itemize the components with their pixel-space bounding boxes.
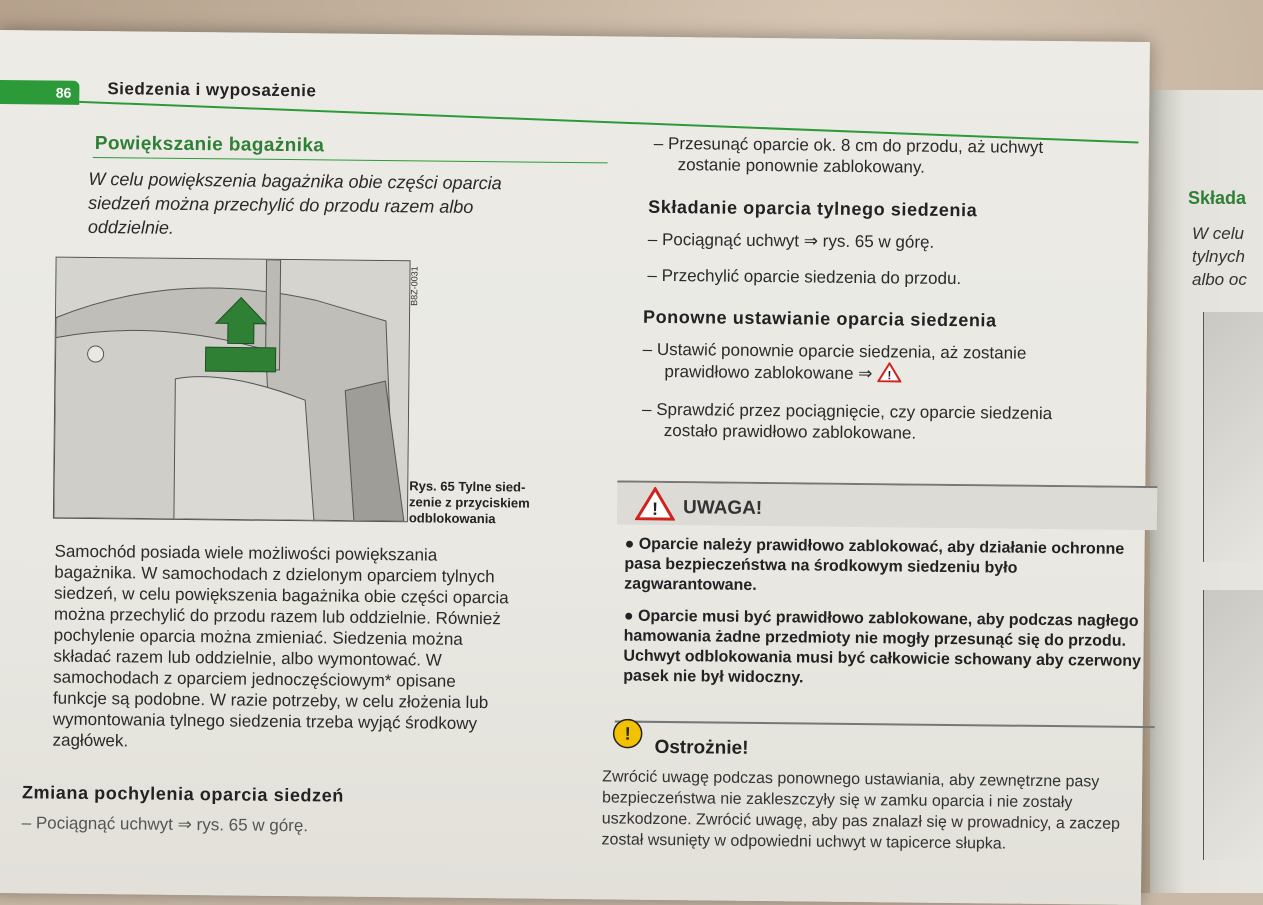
page-header	[0, 62, 1140, 114]
caution-text: Zwrócić uwagę podczas ponownego ustawiania, aby zewnętrzne pasy bezpieczeństwa nie zakleszczyły się w zamku oparcia i nie zostały uszkodzone. Zwrócić uwagę, aby pas znalazł się w prowadnicy, a zaczep został wsunięty w odpowiedni uchwyt w tapicerce słupka.	[601, 768, 1121, 853]
seat-illustration	[54, 258, 410, 522]
step-reset-1: – Ustawić ponownie oparcie siedzenia, aż zostanie prawidłowo zablokowane ⇒ !	[642, 339, 1026, 386]
step-pull-handle-left: – Pociągnąć uchwyt ⇒ rys. 65 w górę.	[22, 812, 309, 836]
right-figure-1	[1203, 312, 1263, 562]
figure-caption: Rys. 65 Tylne sied- zenie z przyciskiem odblokowania	[408, 478, 530, 527]
right-heading-partial: Składa	[1188, 188, 1247, 208]
warning-triangle-icon	[635, 487, 675, 521]
manual-page	[0, 30, 1150, 905]
warning-bullet-2: ● Oparcie musi być prawidłowo zablokowane, aby podczas nagłego hamowania żadne przedmioty nie mogły przesunąć się do przodu. Uchwyt odblokowania musi być całkowicie schowany aby czerwony pasek nie był widoczny.	[623, 607, 1142, 687]
caution-icon	[613, 718, 643, 748]
heading-fold-backrest: Składanie oparcia tylnego siedzenia	[648, 196, 978, 221]
warning-header	[617, 482, 1157, 530]
heading-tilt-backrest: Zmiana pochylenia oparcia siedzeń	[21, 782, 345, 806]
warning-triangle-icon	[877, 362, 901, 382]
caution-title: Ostrożnie!	[654, 736, 749, 759]
svg-text:!: !	[887, 368, 892, 383]
heading-reset-backrest: Ponowne ustawianie oparcia siedzenia	[642, 306, 997, 331]
step-fold-1: – Pociągnąć uchwyt ⇒ rys. 65 w górę.	[648, 229, 935, 253]
right-intro-partial: W celu tylnych albo oc	[1192, 224, 1247, 289]
warning-bottom-rule	[615, 720, 1155, 728]
page-number: 86	[0, 80, 79, 105]
section-title: Siedzenia i wyposażenie	[107, 79, 317, 101]
warning-box	[615, 480, 1158, 728]
figure-rear-seat	[53, 257, 411, 523]
right-figure-2	[1203, 590, 1263, 860]
intro-text: W celu powiększenia bagażnika obie części oparcia siedzeń można przechylić do przodu razem albo oddzielnie.	[87, 168, 502, 238]
warning-text	[623, 535, 1153, 705]
step-reset-2: – Sprawdzić przez pociągnięcie, czy oparcie siedzenia zostało prawidłowo zablokowane.	[642, 399, 1053, 445]
svg-text:!: !	[624, 723, 631, 744]
warning-bullet-1: ● Oparcie należy prawidłowo zablokować, aby działanie ochronne pasa bezpieczeństwa na środkowym siedzeniu było zagwarantowane.	[624, 535, 1125, 594]
figure-code: B8Z-0031	[409, 266, 420, 306]
body-text: Samochód posiada wiele możliwości powiększania bagażnika. W samochodach z dzielonym oparciem tylnych siedzeń, w celu powiększenia bagażnika obie części oparcia można przechylić do przodu razem lub oddzielnie. Również pochylenie oparcia można zmieniać. Siedzenia można składać razem lub oddzielnie, albo wymontować. W samochodach z oparciem jednoczęściowym* opisane funkcje są podobne. W razie potrzeby, w celu złożenia lub wymontowania tylnego siedzenia trzeba wyjąć środkowy zagłówek.	[52, 541, 509, 751]
heading-enlarge-trunk: Powiększanie bagażnika	[94, 132, 325, 157]
step-move-backrest: – Przesunąć oparcie ok. 8 cm do przodu, aż uchwyt zostanie ponownie zablokowany.	[654, 133, 1044, 179]
svg-text:!: !	[651, 498, 659, 519]
step-fold-2: – Przechylić oparcie siedzenia do przodu.	[647, 265, 961, 289]
warning-title: UWAGA!	[682, 497, 763, 520]
heading-rule	[93, 157, 608, 163]
